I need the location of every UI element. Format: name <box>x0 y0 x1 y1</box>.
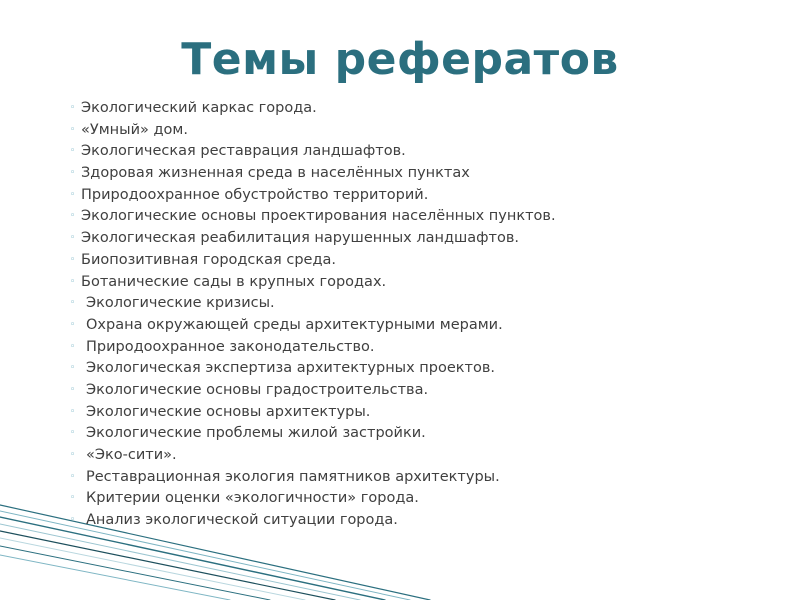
topic-text: Экологические основы архитектуры. <box>86 403 371 420</box>
topic-text: Критерии оценки «экологичности» города. <box>86 490 419 507</box>
topic-text: Анализ экологической ситуации города. <box>86 512 398 529</box>
bullet-icon: ◦ <box>70 471 76 482</box>
topic-text: «Умный» дом. <box>81 121 188 138</box>
bullet-icon: ◦ <box>70 189 76 200</box>
bullet-icon: ◦ <box>70 211 76 222</box>
topic-item <box>70 337 770 359</box>
topic-item <box>70 206 770 228</box>
topic-text: Экологические кризисы. <box>86 295 275 312</box>
topic-text: Экологический каркас города. <box>81 100 317 116</box>
bullet-icon: ◦ <box>70 276 76 287</box>
bullet-icon: ◦ <box>70 384 76 395</box>
topic-item <box>70 98 770 120</box>
topic-item <box>70 120 770 142</box>
topic-text: Природоохранное законодательство. <box>86 338 375 355</box>
topic-item <box>70 185 770 207</box>
topic-item <box>70 467 770 489</box>
bullet-icon: ◦ <box>70 515 76 526</box>
bullet-icon: ◦ <box>70 124 76 135</box>
bullet-icon: ◦ <box>70 493 76 504</box>
topic-item <box>70 250 770 272</box>
topic-item <box>70 358 770 380</box>
bullet-icon: ◦ <box>70 298 76 309</box>
topic-item <box>70 488 770 510</box>
topic-item <box>70 163 770 185</box>
topic-item <box>70 228 770 250</box>
topic-item <box>70 293 770 315</box>
bullet-icon: ◦ <box>70 168 76 179</box>
topic-item <box>70 272 770 294</box>
topic-item <box>70 380 770 402</box>
slide-title: Темы рефератов <box>181 34 619 85</box>
bullet-icon: ◦ <box>70 233 76 244</box>
topic-text: Экологическая реставрация ландшафтов. <box>81 143 406 160</box>
bullet-icon: ◦ <box>70 363 76 374</box>
topic-item <box>70 510 770 532</box>
topic-item <box>70 423 770 445</box>
topic-text: Биопозитивная городская среда. <box>81 251 336 268</box>
bullet-icon: ◦ <box>70 146 76 157</box>
bullet-icon: ◦ <box>70 341 76 352</box>
topic-item <box>70 141 770 163</box>
topic-item <box>70 315 770 337</box>
topic-text: «Эко-сити». <box>86 447 177 463</box>
topic-text: Экологические основы градостроительства. <box>86 381 429 398</box>
topic-text: Экологическая экспертиза архитектурных проектов. <box>86 360 496 377</box>
topic-item <box>70 445 770 467</box>
topic-text: Природоохранное обустройство территорий. <box>81 186 429 203</box>
topic-list <box>70 98 770 532</box>
topic-text: Ботанические сады в крупных городах. <box>81 273 387 290</box>
bullet-icon: ◦ <box>70 319 76 330</box>
topic-text: Охрана окружающей среды архитектурными мерами. <box>86 316 503 333</box>
topic-item <box>70 402 770 424</box>
topic-text: Экологические основы проектирования населённых пунктов. <box>81 208 556 225</box>
bullet-icon: ◦ <box>70 406 76 417</box>
bullet-icon: ◦ <box>70 103 76 113</box>
bullet-icon: ◦ <box>70 450 76 460</box>
topic-text: Реставрационная экология памятников архитектуры. <box>86 468 500 485</box>
topic-text: Экологическая реабилитация нарушенных ландшафтов. <box>81 230 520 247</box>
topic-text: Экологические проблемы жилой застройки. <box>86 425 426 442</box>
bullet-icon: ◦ <box>70 254 76 265</box>
bullet-icon: ◦ <box>70 428 76 439</box>
topic-text: Здоровая жизненная среда в населённых пунктах <box>81 165 470 182</box>
